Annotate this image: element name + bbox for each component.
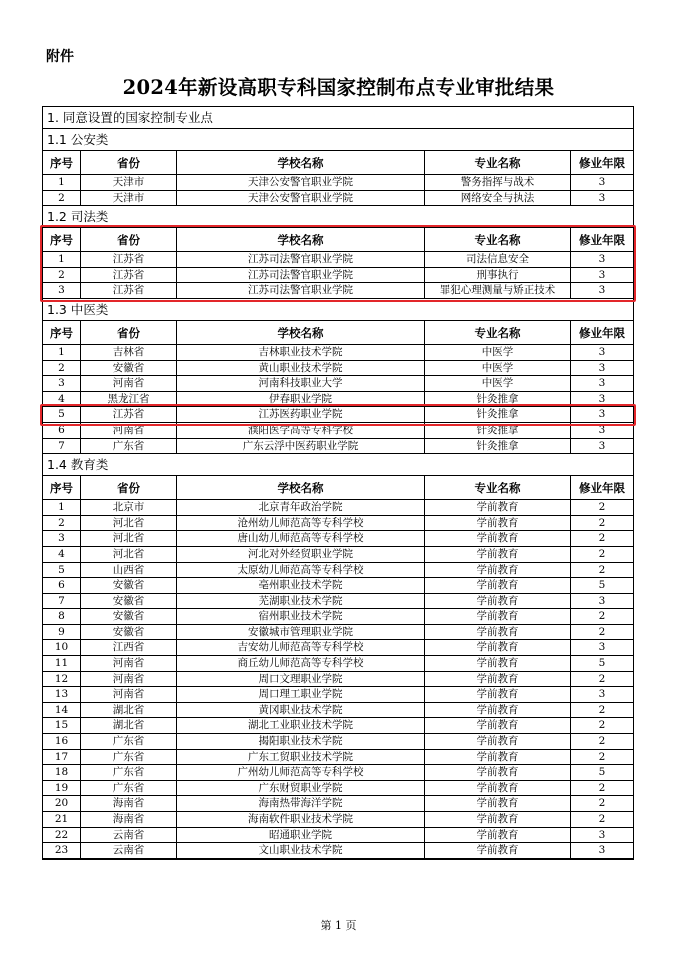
seq-cell: 5 [43, 407, 81, 422]
seq-cell: 1 [43, 252, 81, 267]
school-cell: 黄冈职业技术学院 [177, 703, 425, 718]
years-cell: 2 [598, 625, 606, 638]
province-cell: 北京市 [81, 500, 177, 515]
table-row [43, 687, 633, 703]
school-cell: 广东财贸职业学院 [177, 781, 425, 796]
major-cell: 针灸推拿 [425, 423, 571, 438]
school-cell: 沧州幼儿师范高等专科学校 [177, 516, 425, 531]
column-header: 专业名称 [425, 476, 571, 499]
province-cell: 河南省 [81, 672, 177, 687]
table-row [43, 407, 633, 423]
school-cell: 文山职业技术学院 [177, 843, 425, 858]
school-cell: 黄山职业技术学院 [177, 361, 425, 376]
major-cell: 学前教育 [425, 625, 571, 640]
province-cell: 安徽省 [81, 609, 177, 624]
major-cell: 学前教育 [425, 500, 571, 515]
table-row [43, 750, 633, 766]
major-cell: 学前教育 [425, 547, 571, 562]
province-cell: 广东省 [81, 781, 177, 796]
province-cell: 黑龙江省 [81, 392, 177, 407]
seq-cell: 1 [43, 500, 81, 515]
years-cell: 2 [598, 719, 606, 732]
province-cell: 江西省 [81, 640, 177, 655]
years-cell: 3 [598, 408, 606, 421]
table-row [43, 500, 633, 516]
table-row [43, 609, 633, 625]
province-cell: 安徽省 [81, 361, 177, 376]
seq-cell: 12 [43, 672, 81, 687]
school-cell: 商丘幼儿师范高等专科学校 [177, 656, 425, 671]
province-cell: 吉林省 [81, 345, 177, 360]
years-cell: 5 [598, 657, 606, 670]
school-cell: 海南软件职业技术学院 [177, 812, 425, 827]
years-cell: 3 [598, 828, 606, 841]
seq-cell: 20 [43, 796, 81, 811]
column-header: 修业年限 [579, 325, 625, 340]
school-cell: 广州幼儿师范高等专科学校 [177, 765, 425, 780]
table-row [43, 796, 633, 812]
major-cell: 学前教育 [425, 734, 571, 749]
table-row [43, 191, 633, 207]
years-cell: 5 [598, 579, 606, 592]
school-cell: 江苏司法警官职业学院 [177, 283, 425, 298]
major-cell: 司法信息安全 [425, 252, 571, 267]
school-cell: 湖北工业职业技术学院 [177, 718, 425, 733]
table-row [43, 765, 633, 781]
years-cell: 2 [598, 703, 606, 716]
school-cell: 广东云浮中医药职业学院 [177, 439, 425, 454]
category-heading: 1.2 司法类 [43, 206, 633, 228]
column-header: 序号 [43, 228, 81, 251]
years-cell: 2 [598, 501, 606, 514]
years-cell: 2 [598, 532, 606, 545]
seq-cell: 7 [43, 594, 81, 609]
table-row [43, 175, 633, 191]
seq-cell: 7 [43, 439, 81, 454]
column-header: 序号 [43, 476, 81, 499]
table-row [43, 718, 633, 734]
column-header: 学校名称 [177, 476, 425, 499]
category-heading: 1.1 公安类 [43, 129, 633, 151]
province-cell: 安徽省 [81, 578, 177, 593]
seq-cell: 10 [43, 640, 81, 655]
column-header: 专业名称 [425, 228, 571, 251]
major-cell: 学前教育 [425, 609, 571, 624]
seq-cell: 4 [43, 547, 81, 562]
major-cell: 学前教育 [425, 828, 571, 843]
years-cell: 2 [598, 781, 606, 794]
major-cell: 学前教育 [425, 563, 571, 578]
school-cell: 广东工贸职业技术学院 [177, 750, 425, 765]
major-cell: 学前教育 [425, 640, 571, 655]
years-cell: 3 [598, 191, 606, 204]
seq-cell: 14 [43, 703, 81, 718]
seq-cell: 9 [43, 625, 81, 640]
province-cell: 天津市 [81, 175, 177, 190]
seq-cell: 1 [43, 175, 81, 190]
column-header: 省份 [81, 151, 177, 174]
province-cell: 江苏省 [81, 407, 177, 422]
major-cell: 针灸推拿 [425, 392, 571, 407]
seq-cell: 3 [43, 283, 81, 298]
province-cell: 广东省 [81, 765, 177, 780]
province-cell: 海南省 [81, 796, 177, 811]
table-row [43, 283, 633, 299]
school-cell: 伊春职业学院 [177, 392, 425, 407]
school-cell: 海南热带海洋学院 [177, 796, 425, 811]
years-cell: 3 [598, 844, 606, 857]
seq-cell: 15 [43, 718, 81, 733]
table-row [43, 376, 633, 392]
school-cell: 揭阳职业技术学院 [177, 734, 425, 749]
seq-cell: 3 [43, 376, 81, 391]
years-cell: 3 [598, 377, 606, 390]
province-cell: 河北省 [81, 547, 177, 562]
table-header-row [43, 151, 633, 175]
table-row [43, 656, 633, 672]
column-header: 学校名称 [177, 321, 425, 344]
province-cell: 江苏省 [81, 252, 177, 267]
table-row [43, 843, 633, 859]
seq-cell: 19 [43, 781, 81, 796]
category-heading: 1.4 教育类 [43, 454, 633, 476]
major-cell: 罪犯心理测量与矫正技术 [425, 283, 571, 298]
school-cell: 河南科技职业大学 [177, 376, 425, 391]
school-cell: 天津公安警官职业学院 [177, 175, 425, 190]
major-cell: 针灸推拿 [425, 439, 571, 454]
approval-results-table [42, 106, 634, 860]
school-cell: 宿州职业技术学院 [177, 609, 425, 624]
major-cell: 学前教育 [425, 781, 571, 796]
major-cell: 学前教育 [425, 672, 571, 687]
years-cell: 3 [598, 594, 606, 607]
major-cell: 学前教育 [425, 578, 571, 593]
table-row [43, 703, 633, 719]
years-cell: 2 [598, 813, 606, 825]
section-heading: 1. 同意设置的国家控制专业点 [43, 107, 633, 129]
province-cell: 山西省 [81, 563, 177, 578]
table-row [43, 828, 633, 844]
province-cell: 河北省 [81, 516, 177, 531]
table-header-row [43, 228, 633, 252]
school-cell: 濮阳医学高等专科学校 [177, 423, 425, 438]
years-cell: 3 [598, 439, 606, 452]
province-cell: 广东省 [81, 750, 177, 765]
table-row [43, 578, 633, 594]
province-cell: 湖北省 [81, 718, 177, 733]
seq-cell: 18 [43, 765, 81, 780]
seq-cell: 13 [43, 687, 81, 702]
seq-cell: 6 [43, 578, 81, 593]
table-row [43, 439, 633, 455]
school-cell: 安徽城市管理职业学院 [177, 625, 425, 640]
major-cell: 学前教育 [425, 516, 571, 531]
school-cell: 周口理工职业学院 [177, 687, 425, 702]
major-cell: 中医学 [425, 345, 571, 360]
province-cell: 河南省 [81, 656, 177, 671]
major-cell: 学前教育 [425, 531, 571, 546]
major-cell: 学前教育 [425, 796, 571, 811]
province-cell: 云南省 [81, 843, 177, 858]
province-cell: 河南省 [81, 376, 177, 391]
table-header-row [43, 476, 633, 500]
table-row [43, 345, 633, 361]
seq-cell: 22 [43, 828, 81, 843]
seq-cell: 6 [43, 423, 81, 438]
years-cell: 5 [598, 766, 606, 779]
seq-cell: 2 [43, 191, 81, 206]
major-cell: 学前教育 [425, 594, 571, 609]
major-cell: 学前教育 [425, 687, 571, 702]
years-cell: 2 [598, 797, 606, 810]
table-header-row [43, 321, 633, 345]
major-cell: 学前教育 [425, 750, 571, 765]
document-title: 2024年新设高职专科国家控制布点专业审批结果 [122, 76, 555, 99]
seq-cell: 21 [43, 812, 81, 827]
seq-cell: 2 [43, 516, 81, 531]
major-cell: 学前教育 [425, 843, 571, 858]
column-header: 修业年限 [579, 156, 625, 170]
province-cell: 云南省 [81, 828, 177, 843]
column-header: 序号 [43, 321, 81, 344]
column-header: 学校名称 [177, 228, 425, 251]
seq-cell: 2 [43, 361, 81, 376]
province-cell: 河北省 [81, 531, 177, 546]
province-cell: 河南省 [81, 423, 177, 438]
table-row [43, 781, 633, 797]
table-row [43, 531, 633, 547]
column-header: 修业年限 [579, 233, 625, 248]
seq-cell: 11 [43, 656, 81, 671]
province-cell: 湖北省 [81, 703, 177, 718]
seq-cell: 1 [43, 345, 81, 360]
seq-cell: 2 [43, 268, 81, 283]
years-cell: 2 [598, 563, 606, 576]
major-cell: 中医学 [425, 376, 571, 391]
years-cell: 3 [598, 345, 606, 358]
years-cell: 3 [598, 253, 606, 266]
attachment-label: 附件 [46, 49, 74, 65]
column-header: 专业名称 [425, 151, 571, 174]
school-cell: 河北对外经贸职业学院 [177, 547, 425, 562]
seq-cell: 23 [43, 843, 81, 858]
table-row [43, 516, 633, 532]
years-cell: 3 [598, 641, 606, 654]
seq-cell: 16 [43, 734, 81, 749]
column-header: 省份 [81, 321, 177, 344]
seq-cell: 8 [43, 609, 81, 624]
seq-cell: 17 [43, 750, 81, 765]
years-cell: 2 [598, 547, 606, 560]
province-cell: 河南省 [81, 687, 177, 702]
column-header: 省份 [81, 228, 177, 251]
years-cell: 2 [598, 672, 606, 685]
years-cell: 3 [598, 423, 606, 436]
major-cell: 网络安全与执法 [425, 191, 571, 206]
table-row [43, 594, 633, 610]
table-row [43, 672, 633, 688]
years-cell: 3 [598, 284, 606, 297]
table-row [43, 392, 633, 408]
seq-cell: 5 [43, 563, 81, 578]
column-header: 序号 [43, 151, 81, 174]
major-cell: 警务指挥与战术 [425, 175, 571, 190]
major-cell: 针灸推拿 [425, 407, 571, 422]
school-cell: 昭通职业学院 [177, 828, 425, 843]
table-row [43, 812, 633, 828]
seq-cell: 3 [43, 531, 81, 546]
page-footer: 第 1 页 [320, 919, 357, 932]
column-header: 专业名称 [425, 321, 571, 344]
province-cell: 天津市 [81, 191, 177, 206]
table-row [43, 547, 633, 563]
years-cell: 2 [598, 735, 606, 748]
major-cell: 中医学 [425, 361, 571, 376]
major-cell: 学前教育 [425, 812, 571, 827]
column-header: 省份 [81, 476, 177, 499]
school-cell: 唐山幼儿师范高等专科学校 [177, 531, 425, 546]
school-cell: 天津公安警官职业学院 [177, 191, 425, 206]
province-cell: 海南省 [81, 812, 177, 827]
major-cell: 学前教育 [425, 765, 571, 780]
table-row [43, 734, 633, 750]
category-heading: 1.3 中医类 [43, 299, 633, 321]
province-cell: 江苏省 [81, 268, 177, 283]
years-cell: 3 [598, 392, 606, 405]
province-cell: 广东省 [81, 439, 177, 454]
table-row [43, 640, 633, 656]
province-cell: 广东省 [81, 734, 177, 749]
seq-cell: 4 [43, 392, 81, 407]
years-cell: 3 [598, 268, 606, 281]
school-cell: 江苏司法警官职业学院 [177, 252, 425, 267]
table-row [43, 423, 633, 439]
major-cell: 学前教育 [425, 656, 571, 671]
years-cell: 2 [598, 516, 606, 529]
school-cell: 北京青年政治学院 [177, 500, 425, 515]
school-cell: 周口文理职业学院 [177, 672, 425, 687]
province-cell: 江苏省 [81, 283, 177, 298]
school-cell: 芜湖职业技术学院 [177, 594, 425, 609]
years-cell: 3 [598, 361, 606, 374]
years-cell: 2 [598, 610, 606, 623]
years-cell: 3 [598, 176, 606, 188]
province-cell: 安徽省 [81, 594, 177, 609]
school-cell: 吉林职业技术学院 [177, 345, 425, 360]
major-cell: 学前教育 [425, 703, 571, 718]
table-row [43, 268, 633, 284]
table-row [43, 563, 633, 579]
major-cell: 学前教育 [425, 718, 571, 733]
school-cell: 吉安幼儿师范高等专科学校 [177, 640, 425, 655]
column-header: 学校名称 [177, 151, 425, 174]
school-cell: 江苏司法警官职业学院 [177, 268, 425, 283]
years-cell: 3 [598, 688, 606, 701]
table-row [43, 361, 633, 377]
table-row [43, 625, 633, 641]
column-header: 修业年限 [579, 481, 625, 496]
school-cell: 太原幼儿师范高等专科学校 [177, 563, 425, 578]
table-row [43, 252, 633, 268]
years-cell: 2 [598, 750, 606, 763]
school-cell: 江苏医药职业学院 [177, 407, 425, 422]
school-cell: 亳州职业技术学院 [177, 578, 425, 593]
major-cell: 刑事执行 [425, 268, 571, 283]
province-cell: 安徽省 [81, 625, 177, 640]
